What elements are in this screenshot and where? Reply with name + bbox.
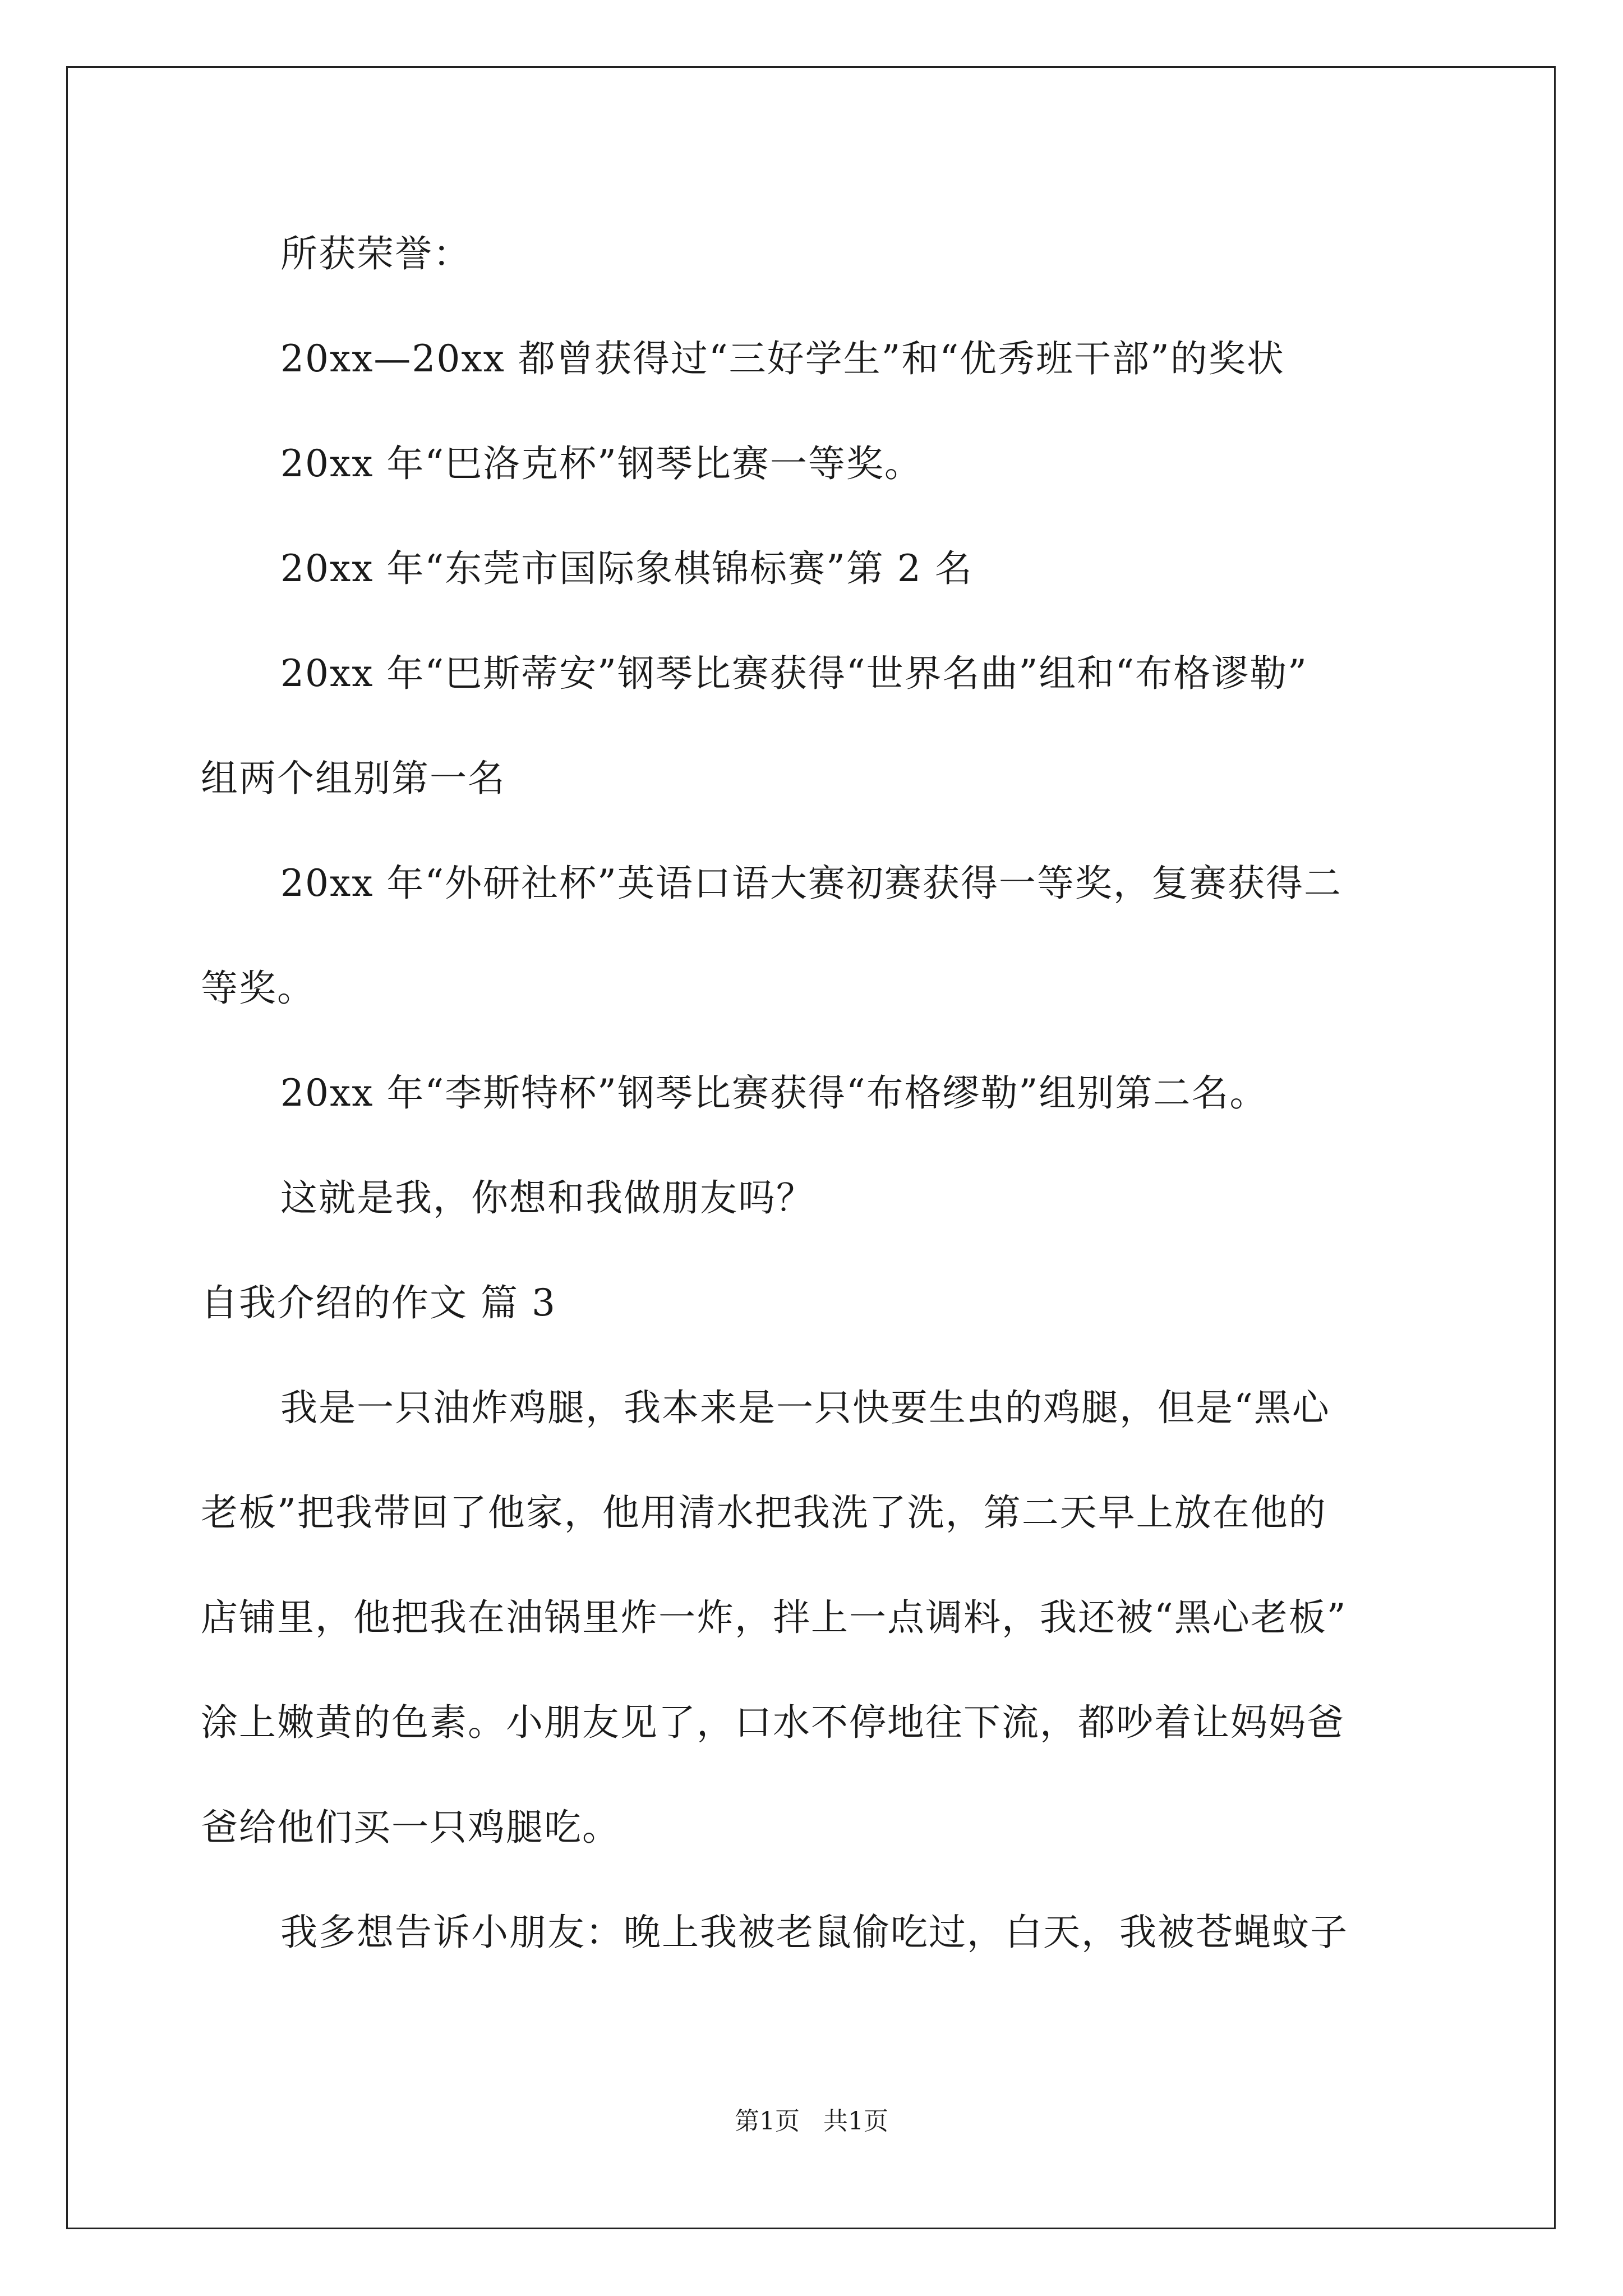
text-line-para-2: 老板”把我带回了他家，他用清水把我洗了洗，第二天早上放在他的: [201, 1491, 1327, 1534]
text-line-award-2: 20xx 年“巴洛克杯”钢琴比赛一等奖。: [280, 442, 923, 485]
text-line-award-6: 20xx 年“李斯特杯”钢琴比赛获得“布格缪勒”组别第二名。: [280, 1071, 1268, 1115]
page-border: [66, 66, 1556, 2229]
text-line-para-4: 涂上嫩黄的色素。小朋友见了，口水不停地往下流，都吵着让妈妈爸: [201, 1701, 1345, 1744]
text-line-award-1: 20xx—20xx 都曾获得过“三好学生”和“优秀班干部”的奖状: [280, 337, 1285, 380]
text-line-honors-heading: 所获荣誉：: [280, 232, 471, 275]
page-footer: 第1页 共1页: [735, 2107, 888, 2136]
text-line-para-5: 爸给他们买一只鸡腿吃。: [201, 1806, 620, 1849]
text-line-award-4-cont: 组两个组别第一名: [201, 757, 506, 800]
text-line-closing: 这就是我，你想和我做朋友吗？: [280, 1176, 814, 1220]
text-line-award-3: 20xx 年“东莞市国际象棋锦标赛”第 2 名: [280, 547, 973, 590]
text-line-award-4: 20xx 年“巴斯蒂安”钢琴比赛获得“世界名曲”组和“布格谬勒”: [280, 652, 1308, 695]
section-heading: 自我介绍的作文 篇 3: [201, 1281, 556, 1324]
text-line-para-6: 我多想告诉小朋友：晚上我被老鼠偷吃过，白天，我被苍蝇蚊子: [280, 1911, 1348, 1954]
text-line-award-5-cont: 等奖。: [201, 967, 315, 1010]
text-line-para-1: 我是一只油炸鸡腿，我本来是一只快要生虫的鸡腿，但是“黑心: [280, 1386, 1330, 1429]
text-line-para-3: 店铺里，他把我在油锅里炸一炸，拌上一点调料，我还被“黑心老板”: [201, 1596, 1347, 1639]
text-line-award-5: 20xx 年“外研社杯”英语口语大赛初赛获得一等奖，复赛获得二: [280, 862, 1342, 905]
